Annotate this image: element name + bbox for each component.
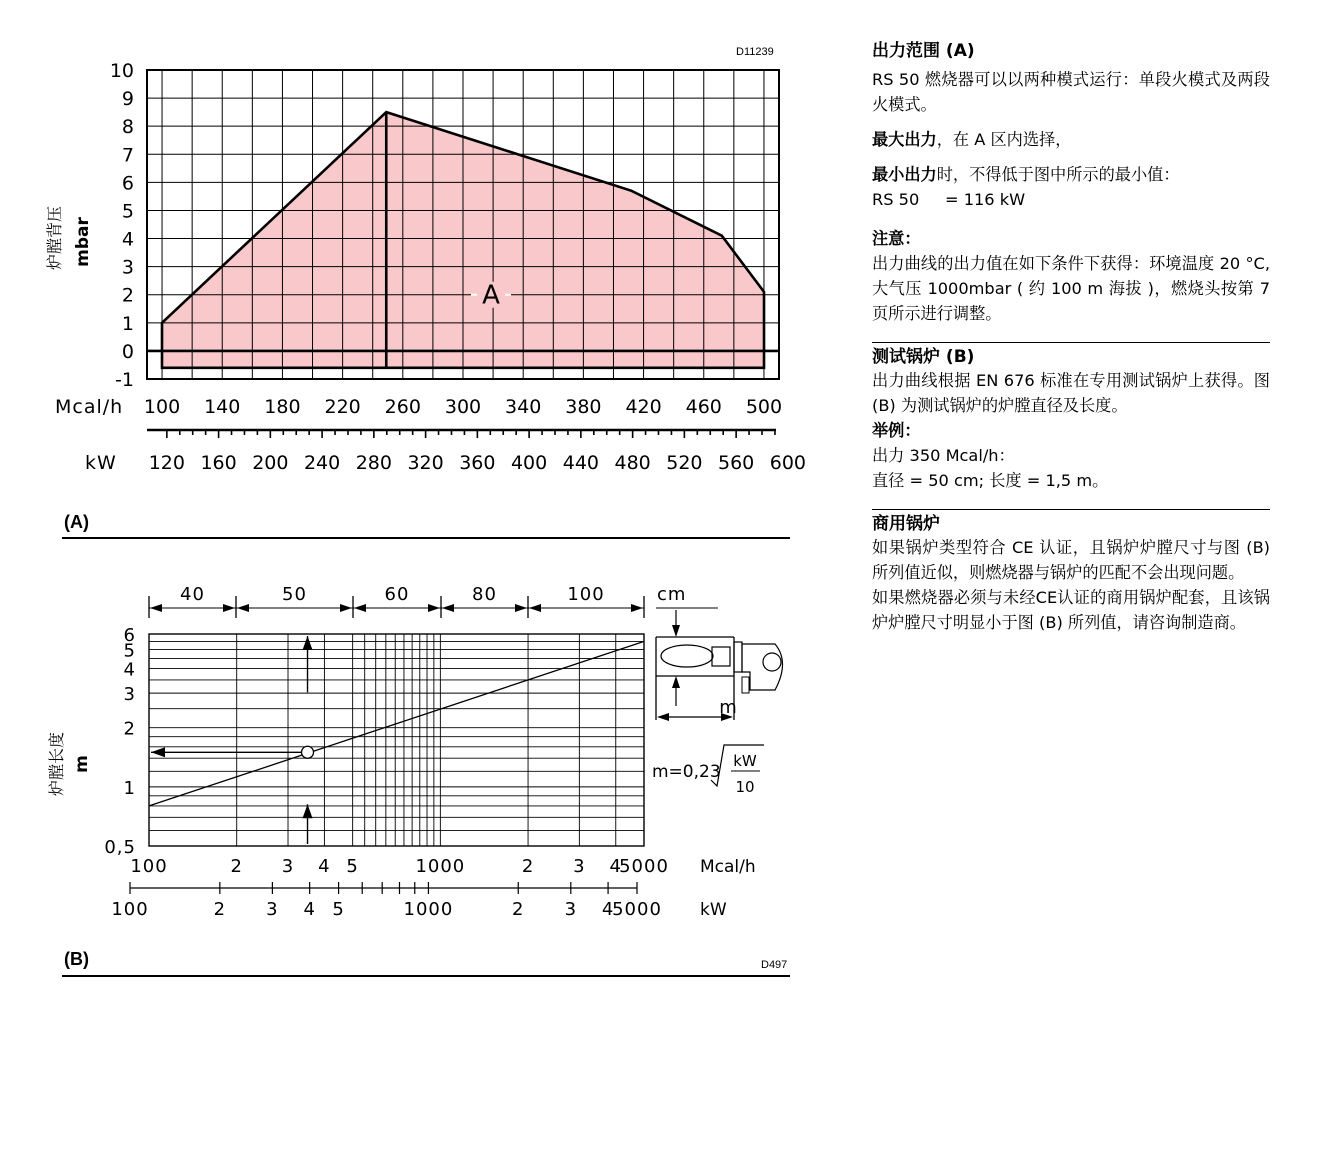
chart-a-mcal-tick: 380 xyxy=(565,396,602,418)
chart-a-code: D11239 xyxy=(736,46,774,58)
chart-a-mcal-tick: 260 xyxy=(384,396,421,418)
burner-len-arrowhead-left xyxy=(657,713,669,721)
chart-b-mcal-tick: 100 xyxy=(130,856,168,877)
chart-b-cm-tick: 100 xyxy=(567,584,605,605)
chart-b-ytick: 2 xyxy=(123,718,136,740)
chart-a-ytick: 5 xyxy=(121,200,134,223)
burner-body xyxy=(742,644,783,690)
chart-b-kw-tick-label: 3 xyxy=(266,899,279,920)
output-para-1: RS 50 燃烧器可以以两种模式运行：单段火模式及两段火模式。 xyxy=(872,70,1270,114)
chart-b-mcal-tick: 4 xyxy=(318,856,331,877)
chart-a-ytick: 10 xyxy=(109,60,134,82)
section-test-boiler-title: 测试锅炉 (B) xyxy=(872,347,975,367)
chart-b-example-point xyxy=(302,746,314,758)
example-line-2: 直径 = 50 cm; 长度 = 1,5 m。 xyxy=(872,471,1109,490)
chart-a-ytick: 6 xyxy=(121,172,134,195)
chart-b-arrow-top-head xyxy=(303,636,313,650)
chart-a-mcal-tick: 460 xyxy=(685,396,722,418)
burner-flange xyxy=(734,642,742,672)
chart-a-mcal-tick: 180 xyxy=(264,396,301,418)
chart-b-cm-arrowhead xyxy=(515,604,527,612)
chart-b-ylabel-unit: m xyxy=(72,755,92,773)
chart-b-kw-tick-label: 4 xyxy=(303,899,316,920)
chart-a-ylabel-unit: mbar xyxy=(73,217,93,267)
chart-b-mcal-unit: Mcal/h xyxy=(700,857,756,877)
chart-b-mcal-tick: 2 xyxy=(230,856,243,877)
chart-b-cm-arrowhead xyxy=(442,604,454,612)
chart-a-kw-tick-label: 520 xyxy=(666,452,703,474)
burner-fan xyxy=(763,653,781,671)
chart-b-cm-label: cm xyxy=(657,584,687,605)
burner-m-label: m xyxy=(719,697,737,718)
chart-a xyxy=(45,60,806,474)
chart-b-cm-arrowhead xyxy=(223,604,235,612)
burner-connector xyxy=(742,677,749,693)
commercial-para-1: 如果锅炉类型符合 CE 认证，且锅炉炉膛尺寸与图 (B) 所列值近似，则燃烧器与锅炉的匹配不会出现问题。 xyxy=(872,538,1270,582)
chart-b-ytick: 4 xyxy=(123,659,136,681)
chart-b-mcal-tick: 3 xyxy=(281,856,295,877)
chart-b-ytick: 3 xyxy=(123,684,136,706)
output-para-3 xyxy=(872,162,1270,212)
chart-a-mcal-tick: 300 xyxy=(444,396,482,418)
chart-b-burner-sketch xyxy=(656,610,783,721)
chart-a-kw-tick-label: 200 xyxy=(252,452,289,474)
burner-dia-arrowhead-bottom xyxy=(672,676,680,688)
min-output-value: RS 50 = 116 kW xyxy=(872,190,1026,209)
chart-b xyxy=(47,584,783,920)
chart-a-kw-tick-label: 600 xyxy=(769,452,807,474)
chart-b-cm-arrowhead xyxy=(529,604,541,612)
burner-blast-tube xyxy=(712,647,730,666)
max-output-text: ，在 A 区内选择， xyxy=(936,130,1072,149)
chart-a-ytick: 7 xyxy=(121,144,134,167)
chart-a-mcal-tick: 340 xyxy=(505,396,542,418)
chart-b-cm-arrowhead xyxy=(428,604,440,612)
chart-a-kw-tick-label: 480 xyxy=(614,452,651,474)
section-test-boiler xyxy=(872,342,1270,493)
formula-num: kW xyxy=(733,752,757,770)
chart-a-area-label: A xyxy=(482,280,500,311)
chart-b-cm-arrowhead xyxy=(631,604,643,612)
commercial-para-2: 如果燃烧器必须与未经CE认证的商用锅炉配套，且该锅炉炉膛尺寸明显小于图 (B) 所列值，请咨询制造商。 xyxy=(872,588,1270,632)
chart-a-mcal-label: Mcal/h xyxy=(55,396,124,418)
chart-b-cm-tick: 60 xyxy=(384,584,410,605)
example-heading: 举例： xyxy=(872,421,921,440)
chart-b-mcal-tick: 3 xyxy=(573,856,586,877)
chart-b-cm-arrowhead xyxy=(354,604,366,612)
chart-a-kw-tick-label: 280 xyxy=(355,452,392,474)
chart-a-mcal-tick: 100 xyxy=(143,396,181,418)
chart-b-code: D497 xyxy=(761,959,788,971)
chart-b-cm-tick: 40 xyxy=(180,584,205,605)
chart-a-caption: (A) xyxy=(64,512,89,532)
chart-b-kw-tick-label: 2 xyxy=(512,899,525,920)
chart-b-cm-tick: 50 xyxy=(282,584,307,605)
chart-b-cm-arrowhead xyxy=(150,604,162,612)
note-text: 出力曲线的出力值在如下条件下获得：环境温度 20 °C, 大气压 1000mbar ( 约 100 m 海拔 )，燃烧头按第 7 页所示进行调整。 xyxy=(872,254,1270,323)
chart-a-kw-tick-label: 400 xyxy=(510,452,548,474)
chart-b-ytick: 5 xyxy=(123,640,136,662)
chart-a-rule xyxy=(62,537,790,539)
chart-a-ytick: 8 xyxy=(121,116,134,139)
chart-b-cm-tick: 80 xyxy=(472,584,497,605)
section-output-title: 出力范围 (A) xyxy=(872,41,975,61)
burner-dia-arrowhead-top xyxy=(672,625,680,637)
chart-b-kw-tick-label: 5 xyxy=(332,899,345,920)
chart-b-kw-unit: kW xyxy=(700,900,727,920)
section-commercial-title: 商用锅炉 xyxy=(872,514,940,534)
text-column xyxy=(872,38,1270,635)
chart-b-kw-tick-label: 5000 xyxy=(612,899,662,920)
min-output-text: 时，不得低于图中所示的最小值： xyxy=(936,165,1180,184)
chart-a-kw-tick-label: 440 xyxy=(562,452,600,474)
chart-b-rule xyxy=(62,975,790,977)
formula-left: m=0,23 xyxy=(652,762,721,782)
chart-b-kw-tick-label: 100 xyxy=(111,899,149,920)
chart-b-mcal-tick: 5 xyxy=(346,856,359,877)
chart-b-kw-tick-label: 1000 xyxy=(403,899,454,920)
chart-a-kw-tick-label: 160 xyxy=(200,452,237,474)
chart-b-ytick: 6 xyxy=(123,625,136,646)
example-line-1: 出力 350 Mcal/h： xyxy=(872,446,1015,465)
chart-a-ytick: -1 xyxy=(115,369,134,391)
chart-b-cm-arrowhead xyxy=(340,604,352,612)
chart-a-kw-tick-label: 320 xyxy=(407,452,444,474)
chart-a-ylabel-cn: 炉膛背压 xyxy=(45,205,64,271)
chart-a-ytick: 9 xyxy=(121,88,134,111)
chart-b-ylabel-cn: 炉膛长度 xyxy=(47,731,66,797)
chart-a-ytick: 1 xyxy=(121,312,134,335)
chart-a-kw-tick-label: 360 xyxy=(459,452,496,474)
min-output-label: 最小出力 xyxy=(872,165,937,184)
chart-a-ytick: 2 xyxy=(121,284,134,307)
chart-a-mcal-tick: 220 xyxy=(324,396,361,418)
chart-b-kw-tick-label: 2 xyxy=(213,899,227,920)
chart-b-kw-tick-label: 3 xyxy=(564,899,578,920)
chart-b-caption: (B) xyxy=(64,949,89,969)
chart-a-kw-tick-label: 240 xyxy=(303,452,341,474)
chart-a-ytick: 0 xyxy=(121,340,134,363)
chart-a-mcal-tick: 500 xyxy=(745,396,783,418)
chart-a-kw-label: kW xyxy=(85,452,117,474)
test-boiler-para: 出力曲线根据 EN 676 标准在专用测试锅炉上获得。图 (B) 为测试锅炉的炉膛直径及长度。 xyxy=(872,371,1270,415)
section-commercial-boiler xyxy=(872,509,1270,635)
chart-b-ytick: 0,5 xyxy=(104,837,136,858)
chart-b-series-line xyxy=(149,641,644,805)
chart-b-kw-tick-label: 4 xyxy=(601,899,615,920)
chart-b-ytick: 1 xyxy=(123,777,136,799)
chart-a-ytick: 3 xyxy=(121,256,134,279)
formula-den: 10 xyxy=(735,778,755,796)
note-heading: 注意： xyxy=(872,229,921,248)
output-para-2 xyxy=(872,127,1270,152)
chart-a-mcal-tick: 140 xyxy=(204,396,241,418)
chart-a-kw-tick-label: 120 xyxy=(148,452,185,474)
chart-b-mcal-tick: 1000 xyxy=(415,856,466,877)
burner-flame xyxy=(661,645,713,667)
chart-b-mcal-tick: 2 xyxy=(521,856,535,877)
max-output-label: 最大出力 xyxy=(872,130,937,149)
chart-b-arrow-up-head xyxy=(303,804,313,818)
chart-b-mcal-tick: 5000 xyxy=(619,856,669,877)
chart-a-ytick: 4 xyxy=(121,228,134,251)
chart-b-formula xyxy=(652,745,764,796)
chart-b-mcal-tick: 4 xyxy=(609,856,622,877)
chart-a-mcal-tick: 420 xyxy=(625,396,662,418)
chart-b-cm-arrowhead xyxy=(237,604,249,612)
chart-b-arrow-left-head xyxy=(151,747,165,757)
chart-a-kw-tick-label: 560 xyxy=(718,452,755,474)
